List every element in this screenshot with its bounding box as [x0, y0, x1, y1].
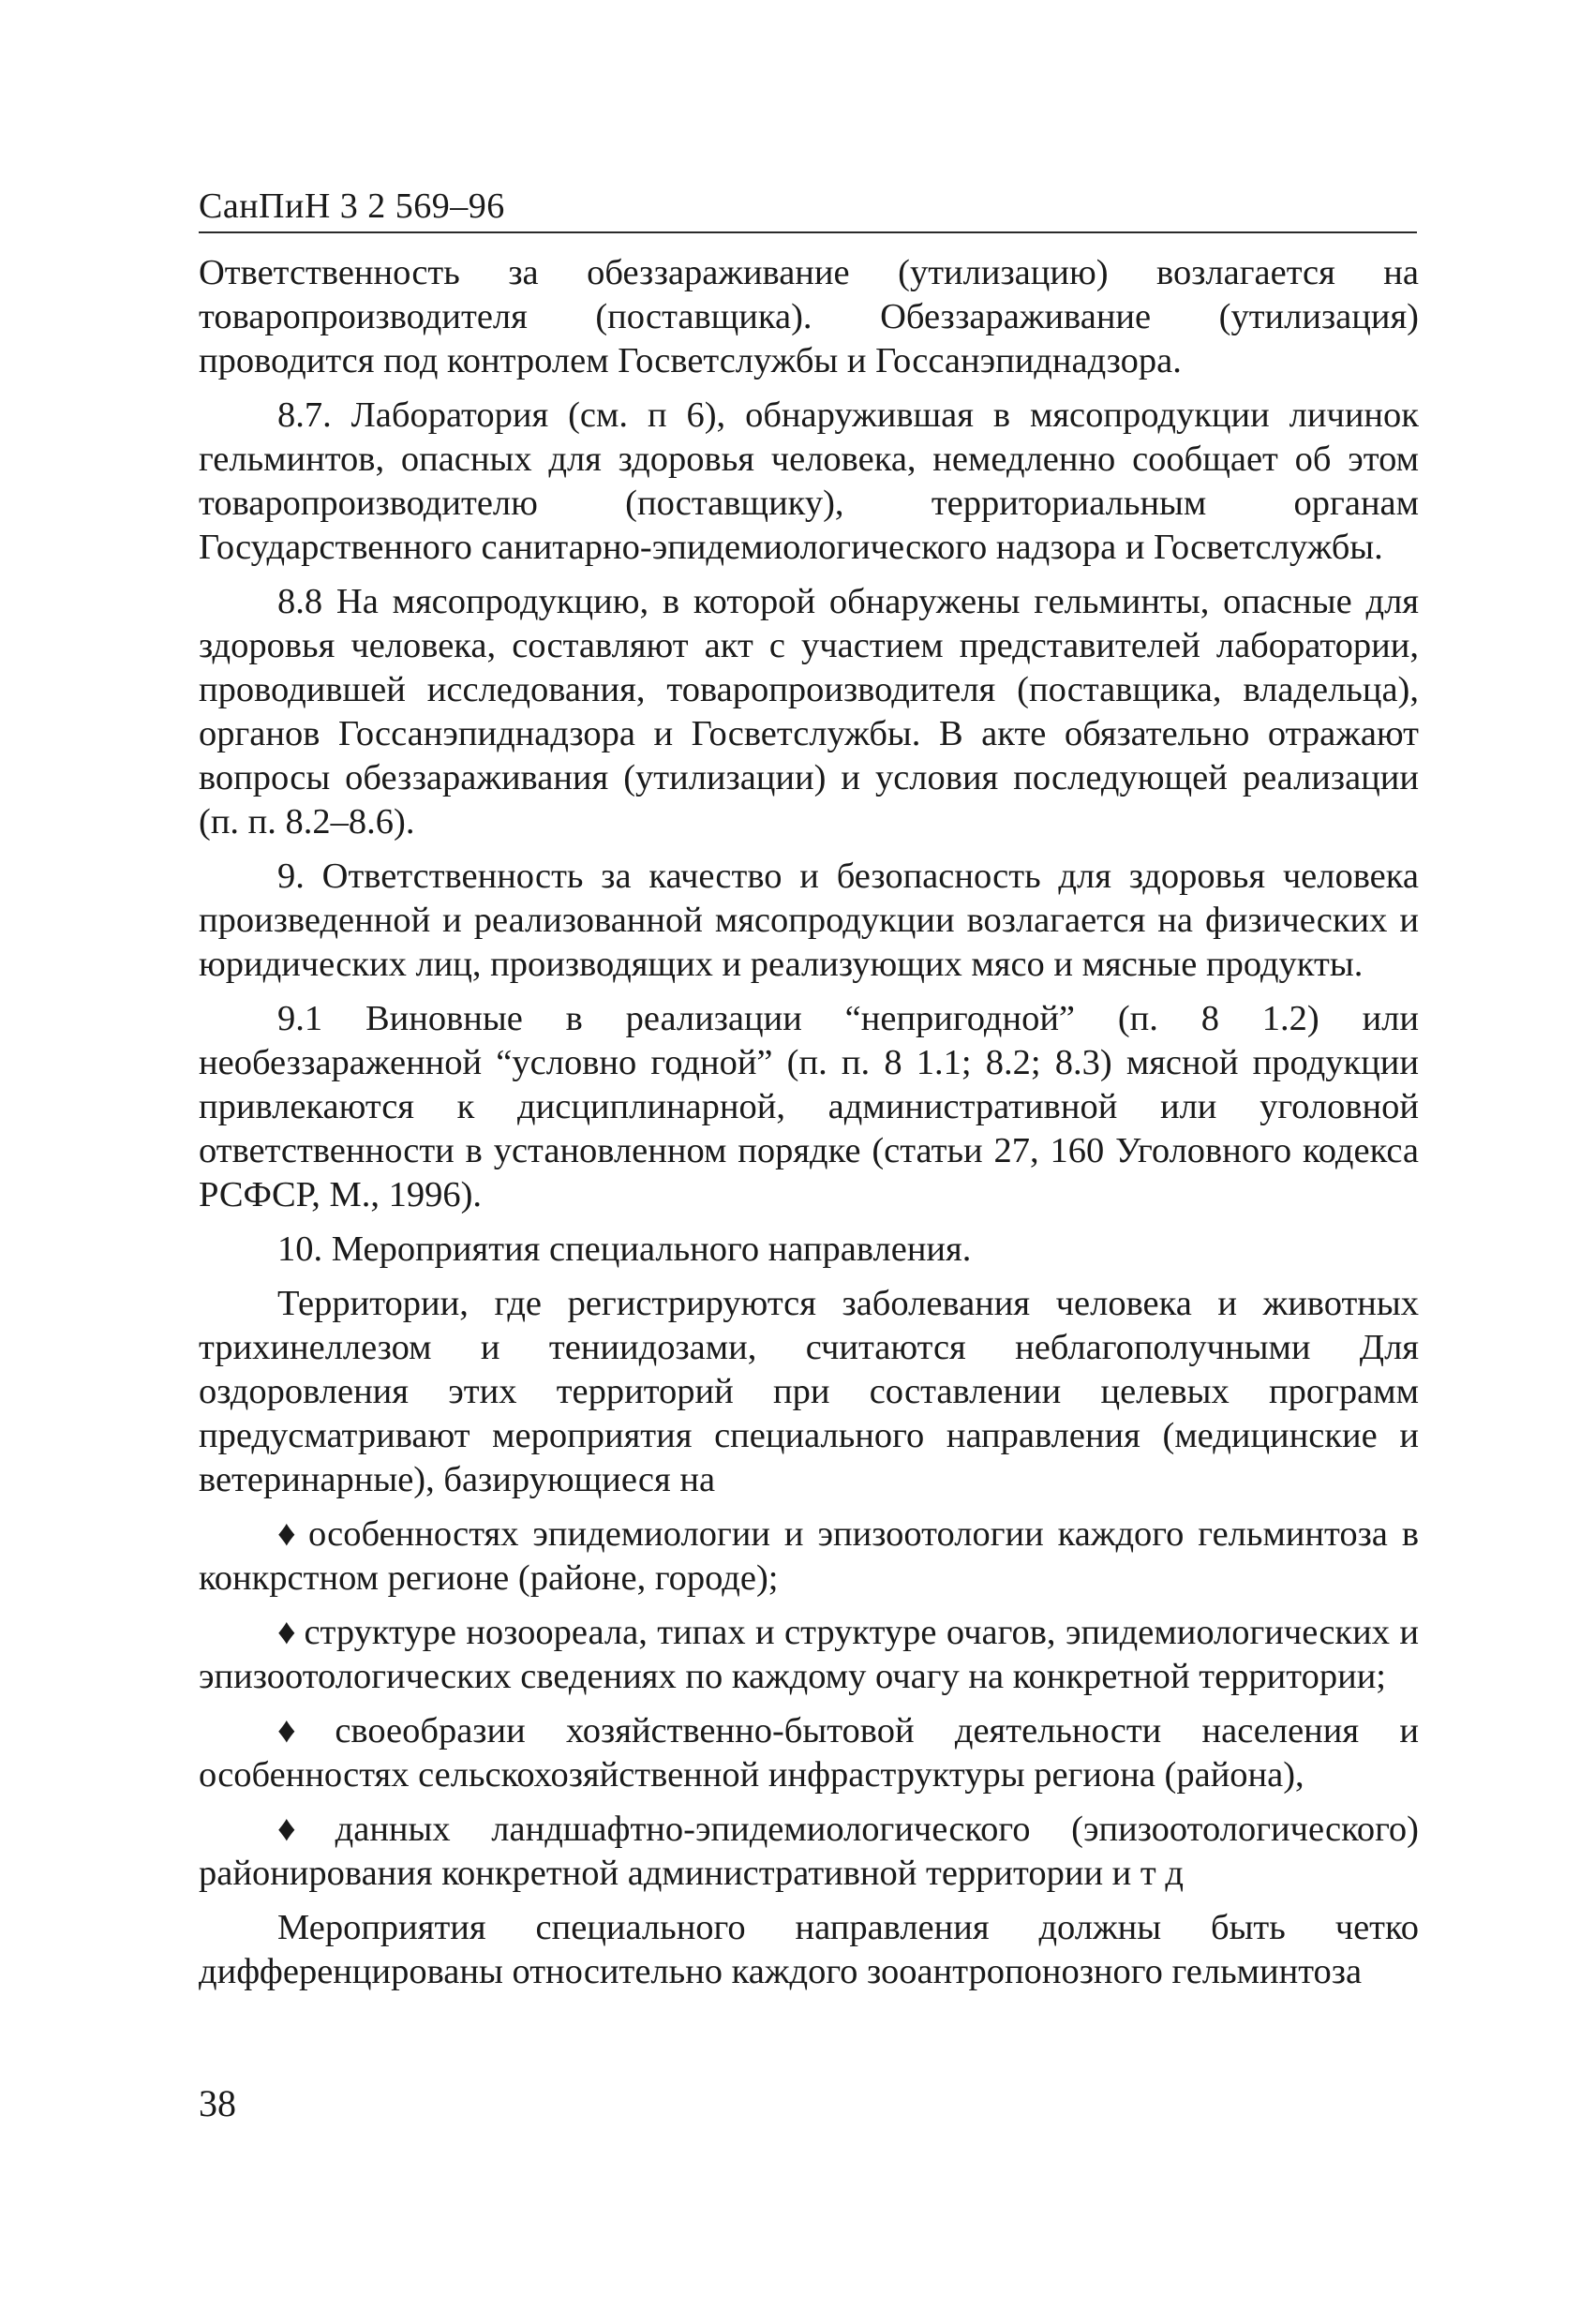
document-code: СанПиН 3 2 569–96 [199, 186, 505, 226]
paragraph-territories: Территории, где регистрируются заболевания человека и животных трихинеллезом и тениидозами, считаются неблагополучными Для оздоровления этих территорий при составлении целевых программ предусматривают мероприятия специального направления (медицинские и ветеринарные), базирующиеся на [199, 1284, 1419, 1499]
page-body [199, 251, 1419, 2004]
paragraph-8-7: 8.7. Лаборатория (см. п 6), обнаружившая в мясопродукции личинок гельминтов, опасных для здоровья человека, немедленно сообщает об этом товаропроизводителю (поставщику), территориальным органам Государственного санитарно-эпидемиологического надзора и Госветслужбы. [199, 395, 1419, 567]
diamond-bullet-icon: ♦ [277, 1810, 328, 1849]
bullet-text: структуре нозоореала, типах и структуре очагов, эпидемиологических и эпизоотологических сведениях по каждому очагу на конкретной территории; [199, 1613, 1419, 1696]
bullet-text: особенностях эпидемиологии и эпизоотологии каждого гельминтоза в конкрстном регионе (районе, городе); [199, 1514, 1419, 1598]
paragraph-8-8: 8.8 На мясопродукцию, в которой обнаружены гельминты, опасные для здоровья человека, составляют акт с участием представителей лаборатории, проводившей исследования, товаропроизводителя (поставщика, владельца), органов Госсанэпиднадзора и Госветслужбы. В акте обязательно отражают вопросы обеззараживания (утилизации) и условия последующей реализации (п. п. 8.2–8.6). [199, 582, 1419, 842]
bullet-item [199, 1611, 1419, 1699]
bullet-item [199, 1808, 1419, 1896]
paragraph-measures: Мероприятия специального направления должны быть четко дифференцированы относительно каждого зооантропонозного гельминтоза [199, 1908, 1419, 1991]
diamond-bullet-icon: ♦ [277, 1613, 297, 1652]
bullet-text: своеобразии хозяйственно-бытовой деятельности населения и особенностях сельскохозяйственной инфраструктуры региона (района), [199, 1711, 1419, 1795]
paragraph-9: 9. Ответственность за качество и безопасность для здоровья человека произведенной и реализованной мясопродукции возлагается на физических и юридических лиц, производящих и реализующих мясо и мясные продукты. [199, 857, 1419, 984]
paragraph-continuation: Ответственность за обеззараживание (утилизацию) возлагается на товаропроизводителя (поставщика). Обеззараживание (утилизация) проводится под контролем Госветслужбы и Госсанэпиднадзора. [199, 253, 1419, 380]
paragraph-9-1: 9.1 Виновные в реализации “непригодной” (п. 8 1.2) или необеззараженной “условно годной” (п. п. 8 1.1; 8.2; 8.3) мясной продукции привлекаются к дисциплинарной, административной или уголовной ответственности в установленном порядке (статьи 27, 160 Уголовного кодекса РСФСР, М., 1996). [199, 999, 1419, 1214]
bullet-item [199, 1709, 1419, 1797]
diamond-bullet-icon: ♦ [277, 1514, 301, 1554]
page-number: 38 [199, 2082, 236, 2124]
running-header [199, 186, 1417, 232]
paragraph-10-heading: 10. Мероприятия специального направления. [277, 1229, 972, 1269]
header-rule [199, 231, 1417, 233]
diamond-bullet-icon: ♦ [277, 1711, 328, 1750]
bullet-text: данных ландшафтно-эпидемиологического (эпизоотологического) районирования конкретной административной территории и т д [199, 1810, 1419, 1893]
bullet-item [199, 1512, 1419, 1601]
